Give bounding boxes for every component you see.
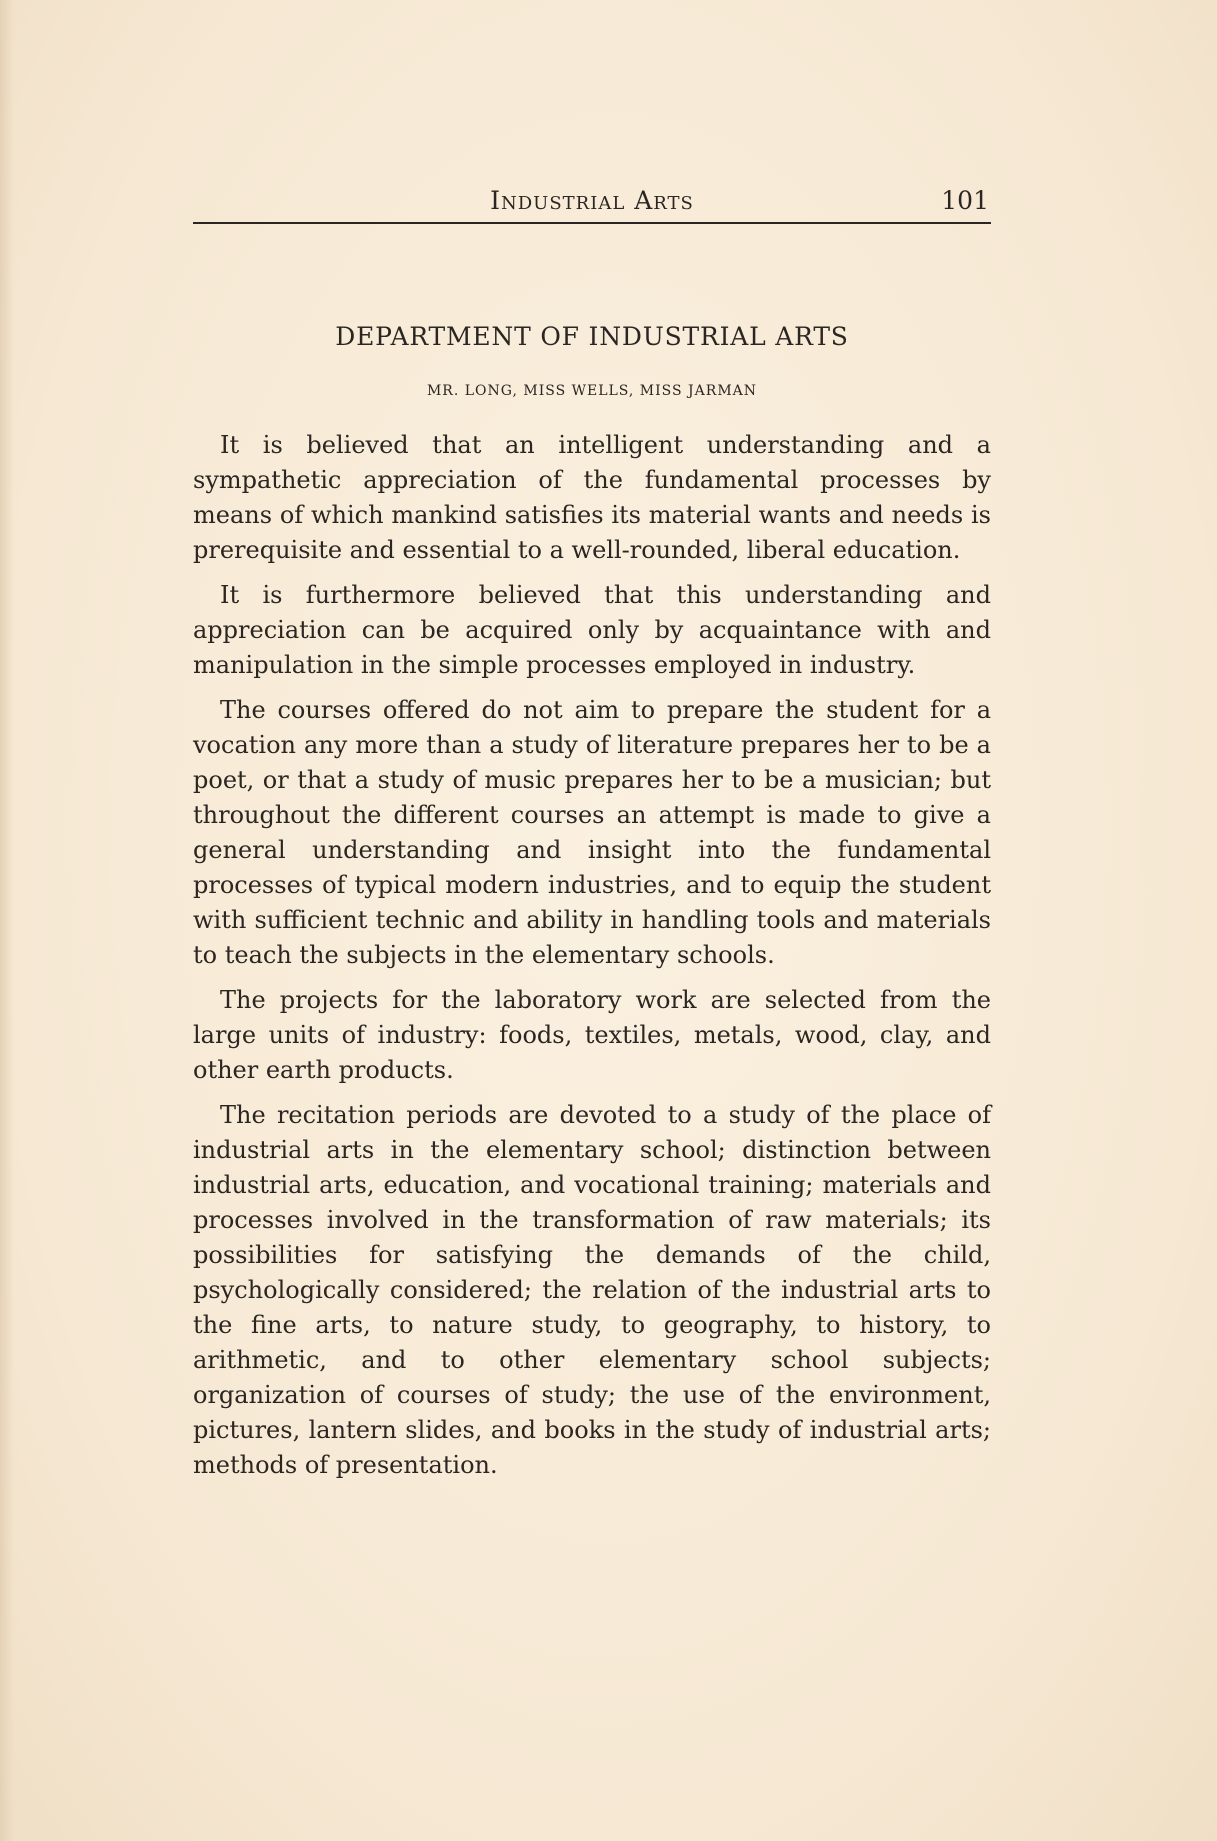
paragraph: The projects for the laboratory work are selected from the large units of industry: foods, textiles, metals, wood, clay, and other earth products. (193, 986, 991, 1084)
body-text (193, 428, 991, 1493)
paragraph: The recitation periods are devoted to a study of the place of industrial arts in the elementary school; distinction between industrial arts, education, and vocational training; materials and processes involved in the transformation of raw materials; its possibilities for satisfying the demands of the child, psychologically considered; the relation of the industrial arts to the fine arts, to nature study, to geography, to history, to arithmetic, and to other elementary school subjects; organization of courses of study; the use of the environment, pictures, lantern slides, and books in the study of industrial arts; methods of presentation. (193, 1101, 991, 1479)
paragraph: It is furthermore believed that this understanding and appreciation can be acquired only by acquaintance with and manipulation in the simple processes employed in industry. (193, 581, 991, 679)
page-number: 101 (941, 186, 989, 215)
staff-names: MR. LONG, MISS WELLS, MISS JARMAN (426, 383, 758, 399)
paragraph: It is believed that an intelligent understanding and a sympathetic appreciation of the fundamental processes by means of which mankind satisfies its material wants and needs is prerequisite and essential to a well-rounded, liberal education. (193, 431, 991, 564)
paragraph: The courses offered do not aim to prepare the student for a vocation any more than a study of literature prepares her to be a poet, or that a study of music prepares her to be a musician; but throughout the different courses an attempt is made to give a general understanding and insight into the fundamental processes of typical modern industries, and to equip the student with sufficient technic and ability in handling tools and materials to teach the subjects in the elementary schools. (193, 696, 991, 969)
running-title: Industrial Arts (490, 186, 694, 215)
section-title: DEPARTMENT OF INDUSTRIAL ARTS (335, 322, 849, 351)
page-edge-shadow (0, 0, 14, 1841)
running-head (193, 182, 991, 224)
